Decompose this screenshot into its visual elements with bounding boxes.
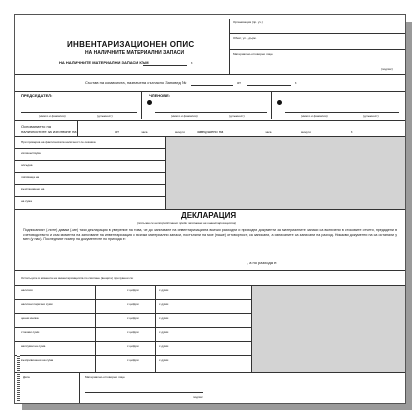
declaration-heading: ДЕКЛАРАЦИЯ (181, 211, 237, 220)
form-subtitle: НА НАЛИЧНИТЕ МАТЕРИАЛНИ ЗАПАСИ (85, 50, 185, 56)
chairman-label: ПРЕДСЕДАТЕЛ: (21, 93, 53, 98)
bullet-icon (277, 100, 282, 105)
remainder-cifri-5: с цифри (127, 344, 139, 348)
declaration-subheading: (попълва се непосредствено преди започване на инвентаризацията) (137, 221, 237, 225)
remainder-cifri-2: с цифри (127, 302, 139, 306)
remainder-row-6: възпривишени на сума (21, 358, 54, 362)
form-date-label: НА НАЛИЧНИТЕ МАТЕРИАЛНИ ЗАПАСИ КЪМ (59, 60, 149, 65)
basis-label-2: наличностите за изготвяне на (21, 129, 77, 134)
bullet-icon (147, 100, 152, 105)
chairman-position-caption: (длъжност) (97, 114, 113, 118)
remainder-row-4: стокови суми (21, 330, 40, 334)
footer-signature-caption: подпис (193, 395, 203, 399)
remainder-dumi-5: с думи (159, 344, 169, 348)
member1-name-caption: (името и фамилия) (171, 114, 198, 118)
responsible-label: Материално-отговорно лице (233, 52, 273, 56)
members-label: ЧЛЕНОВЕ: (149, 93, 171, 98)
basis-minutes: минути (175, 130, 185, 134)
check-row-3: липсваща на (21, 175, 40, 179)
remainder-dumi-6: с думи (159, 358, 169, 362)
remainder-dumi-4: с думи (159, 330, 169, 334)
top-right-divider (229, 19, 230, 75)
remainder-cifri-3: с цифри (127, 316, 139, 320)
basis-hours-2: часа (265, 130, 272, 134)
remainder-dumi-3: с думи (159, 316, 169, 320)
declaration-body: Подписаният (-ните) давам (-ме) тази декларация в уверение на това, че до започване на инвентаризацията всички разходни и приходни документи за материалните запаси са включени в стоковите отчети, предадени в счетоводството и към момента на започване на инвентаризация с всички материални запаси, постъпили на мое (наше) отговорност, са записани, а изписаните са записани на разход. Никакви документи на са останали у мен (у нас). Последният номер на документите по прихода е: (23, 228, 397, 242)
check-row-5: на сума (21, 199, 32, 203)
check-row-4: възстановено на (21, 187, 45, 191)
remainder-row-5: аялсувки на сума (21, 344, 46, 348)
remainder-shaded-area (251, 286, 405, 372)
footer-date-label: Дата (23, 375, 30, 379)
organization-label: Организация (пр. уч.) (233, 20, 263, 24)
basis-minutes-2: минути (301, 130, 311, 134)
remainder-row-2: налични парични суми (21, 302, 53, 306)
check-row-1: излишествува (21, 151, 41, 155)
object-label: Обект, ул., държ. (233, 36, 257, 40)
inventory-form-sheet (14, 14, 406, 404)
basis-label-1: Основанието на (21, 124, 51, 129)
declaration-tail: , а по разхода е: (247, 260, 278, 265)
checks-header: При проверка на фактическата наличност се оказаха (21, 140, 96, 144)
footer-responsible-label: Материално-отговорно лице (85, 375, 125, 379)
remainder-header: Остатъците в момента на инвентаризацията по смятане (вещите) прочувени са: (21, 276, 134, 280)
form-title: ИНВЕНТАРИЗАЦИОНЕН ОПИС (67, 40, 195, 49)
remainder-row-3: ценни книжа (21, 316, 39, 320)
member2-position-caption: (длъжност) (363, 114, 379, 118)
basis-hours: часа (141, 130, 148, 134)
member1-position-caption: (длъжност) (229, 114, 245, 118)
chairman-name-caption: (името и фамилия) (39, 114, 66, 118)
responsible-signature-caption: (подпис) (381, 67, 393, 71)
basis-completed: завършено на (197, 129, 224, 134)
commission-year: г. (295, 80, 298, 85)
member2-name-caption: (името и фамилия) (301, 114, 328, 118)
date-line (143, 65, 187, 66)
form-date-year: г. (191, 60, 194, 65)
remainder-dumi-1: с думи (159, 288, 169, 292)
remainder-cifri-4: с цифри (127, 330, 139, 334)
remainder-row-1: наличия (21, 288, 33, 292)
commission-from: от (237, 80, 241, 85)
basis-ot: от (115, 129, 119, 134)
barcode-strip (17, 355, 20, 401)
remainder-dumi-2: с думи (159, 302, 169, 306)
basis-year: г. (351, 129, 354, 134)
commission-text: Състав на комисията, назначена съгласно Заповед № (85, 80, 187, 85)
remainder-cifri-1: с цифри (127, 288, 139, 292)
check-row-2: оскъдна (21, 163, 33, 167)
remainder-cifri-6: с цифри (127, 358, 139, 362)
checks-shaded-area (165, 137, 405, 209)
